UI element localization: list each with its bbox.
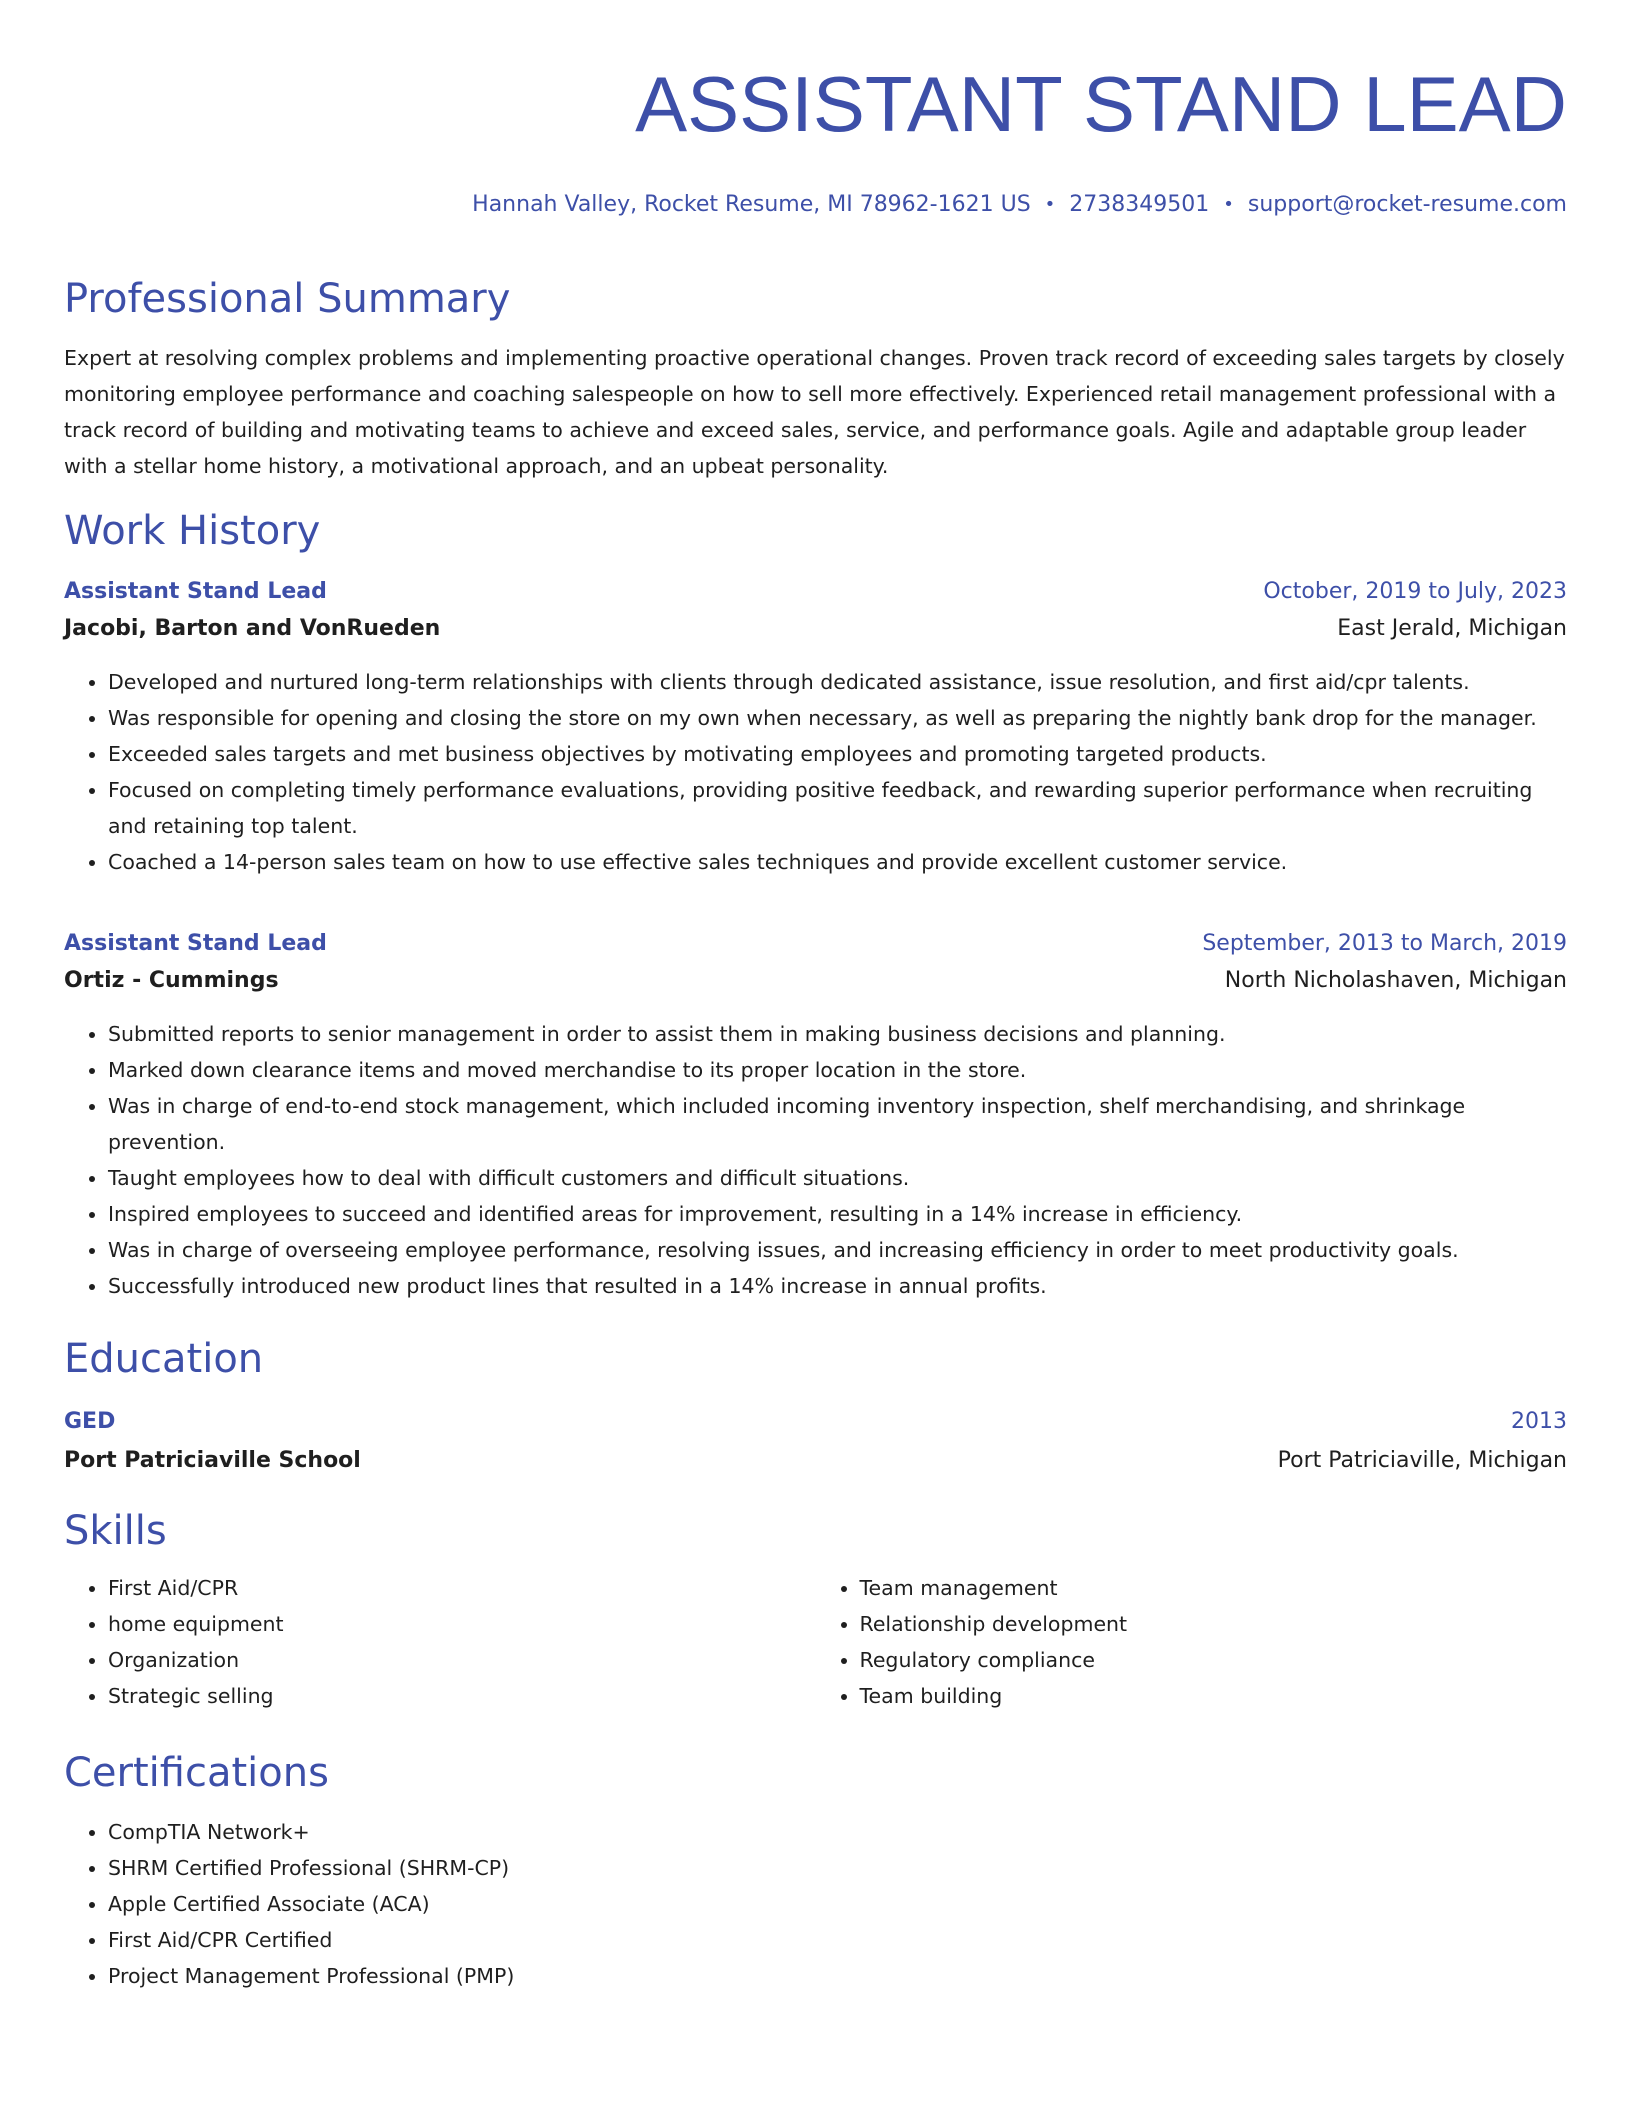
job-employer: Ortiz - Cummings	[64, 968, 279, 993]
skill-item: • Relationship development	[860, 1606, 1568, 1642]
job-bullet: • Focused on completing timely performance evaluations, providing positive feedback, and rewarding superior performance when recruiting and retaining top talent.	[108, 772, 1567, 844]
skill-item: • home equipment	[108, 1606, 816, 1642]
skill-item: • Organization	[108, 1642, 816, 1678]
job-location: East Jerald, Michigan	[1337, 616, 1567, 641]
education-degree: GED	[64, 1409, 116, 1434]
education-entry	[64, 1402, 1567, 1480]
summary-text: Expert at resolving complex problems and implementing proactive operational changes. Proven track record of exceeding sales targets by closely monitoring employee performance and coaching salespeople on how to sell more effectively. Experienced retail management professional with a track record of building and motivating teams to achieve and exceed sales, service, and performance goals. Agile and adaptable group leader with a stellar home history, a motivational approach, and an upbeat personality.	[64, 346, 1565, 478]
education-school: Port Patriciaville School	[64, 1448, 361, 1473]
certification-item: • Project Management Professional (PMP)	[108, 1958, 1567, 1994]
job-bullet: • Submitted reports to senior management in order to assist them in making business decisions and planning.	[108, 1016, 1567, 1052]
certification-item: • SHRM Certified Professional (SHRM-CP)	[108, 1850, 1567, 1886]
skills-list-left	[64, 1570, 816, 1714]
certification-item: • CompTIA Network+	[108, 1814, 1567, 1850]
job-title: Assistant Stand Lead	[64, 579, 327, 604]
contact-email: support@rocket-resume.com	[1247, 192, 1567, 217]
skills-columns	[64, 1570, 1567, 1714]
skills-list-right	[816, 1570, 1568, 1714]
job-bullet: • Coached a 14-person sales team on how to use effective sales techniques and provide excellent customer service.	[108, 844, 1567, 880]
job-bullet: • Inspired employees to succeed and identified areas for improvement, resulting in a 14% increase in efficiency.	[108, 1196, 1567, 1232]
skills-heading: Skills	[64, 1508, 167, 1554]
education-location: Port Patriciaville, Michigan	[1277, 1448, 1567, 1473]
resume-page	[64, 0, 1567, 1994]
job-bullet: • Was in charge of end-to-end stock management, which included incoming inventory inspection, shelf merchandising, and shrinkage prevention.	[108, 1088, 1567, 1160]
job-location: North Nicholashaven, Michigan	[1224, 968, 1567, 993]
job-bullet: • Developed and nurtured long-term relationships with clients through dedicated assistance, issue resolution, and first aid/cpr talents.	[108, 664, 1567, 700]
contact-separator: •	[1044, 194, 1056, 215]
contact-line	[64, 190, 1567, 220]
skill-item: • Regulatory compliance	[860, 1642, 1568, 1678]
skill-item: • First Aid/CPR	[108, 1570, 816, 1606]
contact-phone: 2738349501	[1069, 192, 1210, 217]
job-entry	[64, 574, 1567, 880]
certifications-list	[64, 1814, 1567, 1994]
contact-address: Hannah Valley, Rocket Resume, MI 78962-1621 US	[472, 192, 1031, 217]
education-heading: Education	[64, 1336, 264, 1382]
job-bullet-list	[64, 664, 1567, 880]
certifications-heading: Certifications	[64, 1750, 329, 1796]
job-bullet: • Successfully introduced new product lines that resulted in a 14% increase in annual profits.	[108, 1268, 1567, 1304]
job-dates: October, 2019 to July, 2023	[1263, 579, 1567, 604]
job-employer: Jacobi, Barton and VonRueden	[64, 616, 441, 641]
skill-item: • Team management	[860, 1570, 1568, 1606]
contact-separator: •	[1223, 194, 1234, 215]
job-bullet: • Taught employees how to deal with difficult customers and difficult situations.	[108, 1160, 1567, 1196]
education-year: 2013	[1511, 1409, 1567, 1434]
job-entry	[64, 926, 1567, 1304]
job-dates: September, 2013 to March, 2019	[1202, 931, 1567, 956]
job-bullet: • Marked down clearance items and moved merchandise to its proper location in the store.	[108, 1052, 1567, 1088]
resume-title: ASSISTANT STAND LEAD	[635, 60, 1567, 148]
certification-item: • Apple Certified Associate (ACA)	[108, 1886, 1567, 1922]
job-bullet: • Was responsible for opening and closing the store on my own when necessary, as well as preparing the nightly bank drop for the manager.	[108, 700, 1567, 736]
summary-heading: Professional Summary	[64, 276, 511, 322]
job-title: Assistant Stand Lead	[64, 931, 327, 956]
work-history-heading: Work History	[64, 508, 321, 554]
job-bullet: • Was in charge of overseeing employee performance, resolving issues, and increasing efficiency in order to meet productivity goals.	[108, 1232, 1567, 1268]
certification-item: • First Aid/CPR Certified	[108, 1922, 1567, 1958]
skill-item: • Strategic selling	[108, 1678, 816, 1714]
skill-item: • Team building	[860, 1678, 1568, 1714]
job-bullet: • Exceeded sales targets and met business objectives by motivating employees and promoting targeted products.	[108, 736, 1567, 772]
job-bullet-list	[64, 1016, 1567, 1304]
